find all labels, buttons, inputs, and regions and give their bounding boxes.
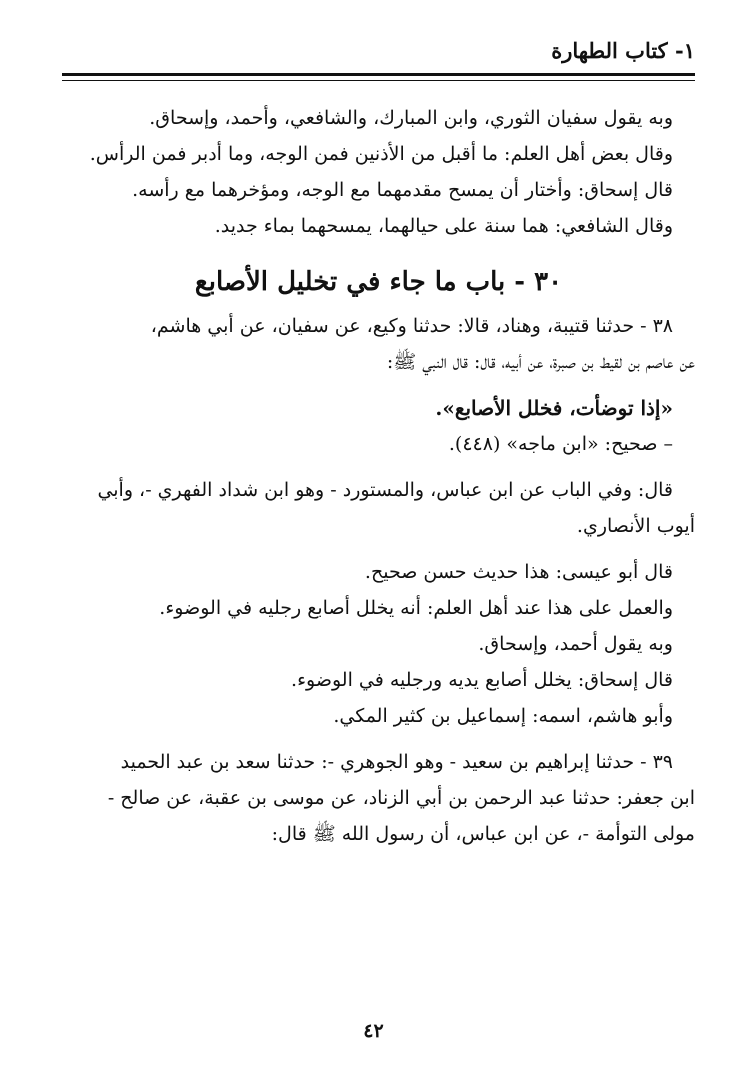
text-line: وبه يقول سفيان الثوري، وابن المبارك، والشافعي، وأحمد، وإسحاق. bbox=[149, 107, 673, 129]
text-line: وأبو هاشم، اسمه: إسماعيل بن كثير المكي. bbox=[333, 705, 673, 727]
text-line: وقال بعض أهل العلم: ما أقبل من الأذنين فمن الوجه، وما أدبر فمن الرأس. bbox=[89, 143, 673, 165]
hadith-39-line: ابن جعفر: حدثنا عبد الرحمن بن أبي الزناد، عن موسى بن عقبة، عن صالح - bbox=[107, 787, 695, 809]
page-number: ٤٢ bbox=[363, 1020, 384, 1042]
text-line: وقال الشافعي: هما سنة على حيالهما، يمسحهما بماء جديد. bbox=[214, 215, 673, 237]
hadith-39-line: ٣٩ - حدثنا إبراهيم بن سعيد - وهو الجوهري -: حدثنا سعد بن عبد الحميد bbox=[120, 751, 673, 773]
text-line: أيوب الأنصاري. bbox=[576, 515, 695, 537]
header-rule bbox=[62, 80, 695, 81]
text-line: والعمل على هذا عند أهل العلم: أنه يخلل أصابع رجليه في الوضوء. bbox=[159, 597, 673, 619]
text-line: وبه يقول أحمد، وإسحاق. bbox=[478, 633, 673, 655]
section-heading: ٣٠ - باب ما جاء في تخليل الأصابع bbox=[194, 267, 563, 297]
text-line: قال أبو عيسى: هذا حديث حسن صحيح. bbox=[364, 561, 673, 583]
text-line: قال إسحاق: وأختار أن يمسح مقدمهما مع الوجه، ومؤخرهما مع رأسه. bbox=[132, 179, 673, 201]
header-title: ١- كتاب الطهارة bbox=[551, 38, 695, 63]
text-line: قال: وفي الباب عن ابن عباس، والمستورد - وهو ابن شداد الفهري -، وأبي bbox=[97, 479, 673, 501]
text-line: قال إسحاق: يخلل أصابع يديه ورجليه في الوضوء. bbox=[291, 669, 673, 691]
hadith-38-line: عن عاصم بن لقيط بن صبرة، عن أبيه، قال: قال النبي ﷺ: bbox=[386, 351, 695, 373]
running-header bbox=[62, 36, 695, 76]
page-body bbox=[62, 100, 695, 852]
hadith-39-line: مولى التوأمة -، عن ابن عباس، أن رسول الله ﷺ قال: bbox=[271, 823, 695, 845]
hadith-38-line: ٣٨ - حدثنا قتيبة، وهناد، قالا: حدثنا وكيع، عن سفيان، عن أبي هاشم، bbox=[150, 315, 673, 337]
grading-note: – صحيح: «ابن ماجه» (٤٤٨). bbox=[448, 433, 673, 455]
prophetic-quote: «إذا توضأت، فخلل الأصابع». bbox=[435, 396, 673, 420]
